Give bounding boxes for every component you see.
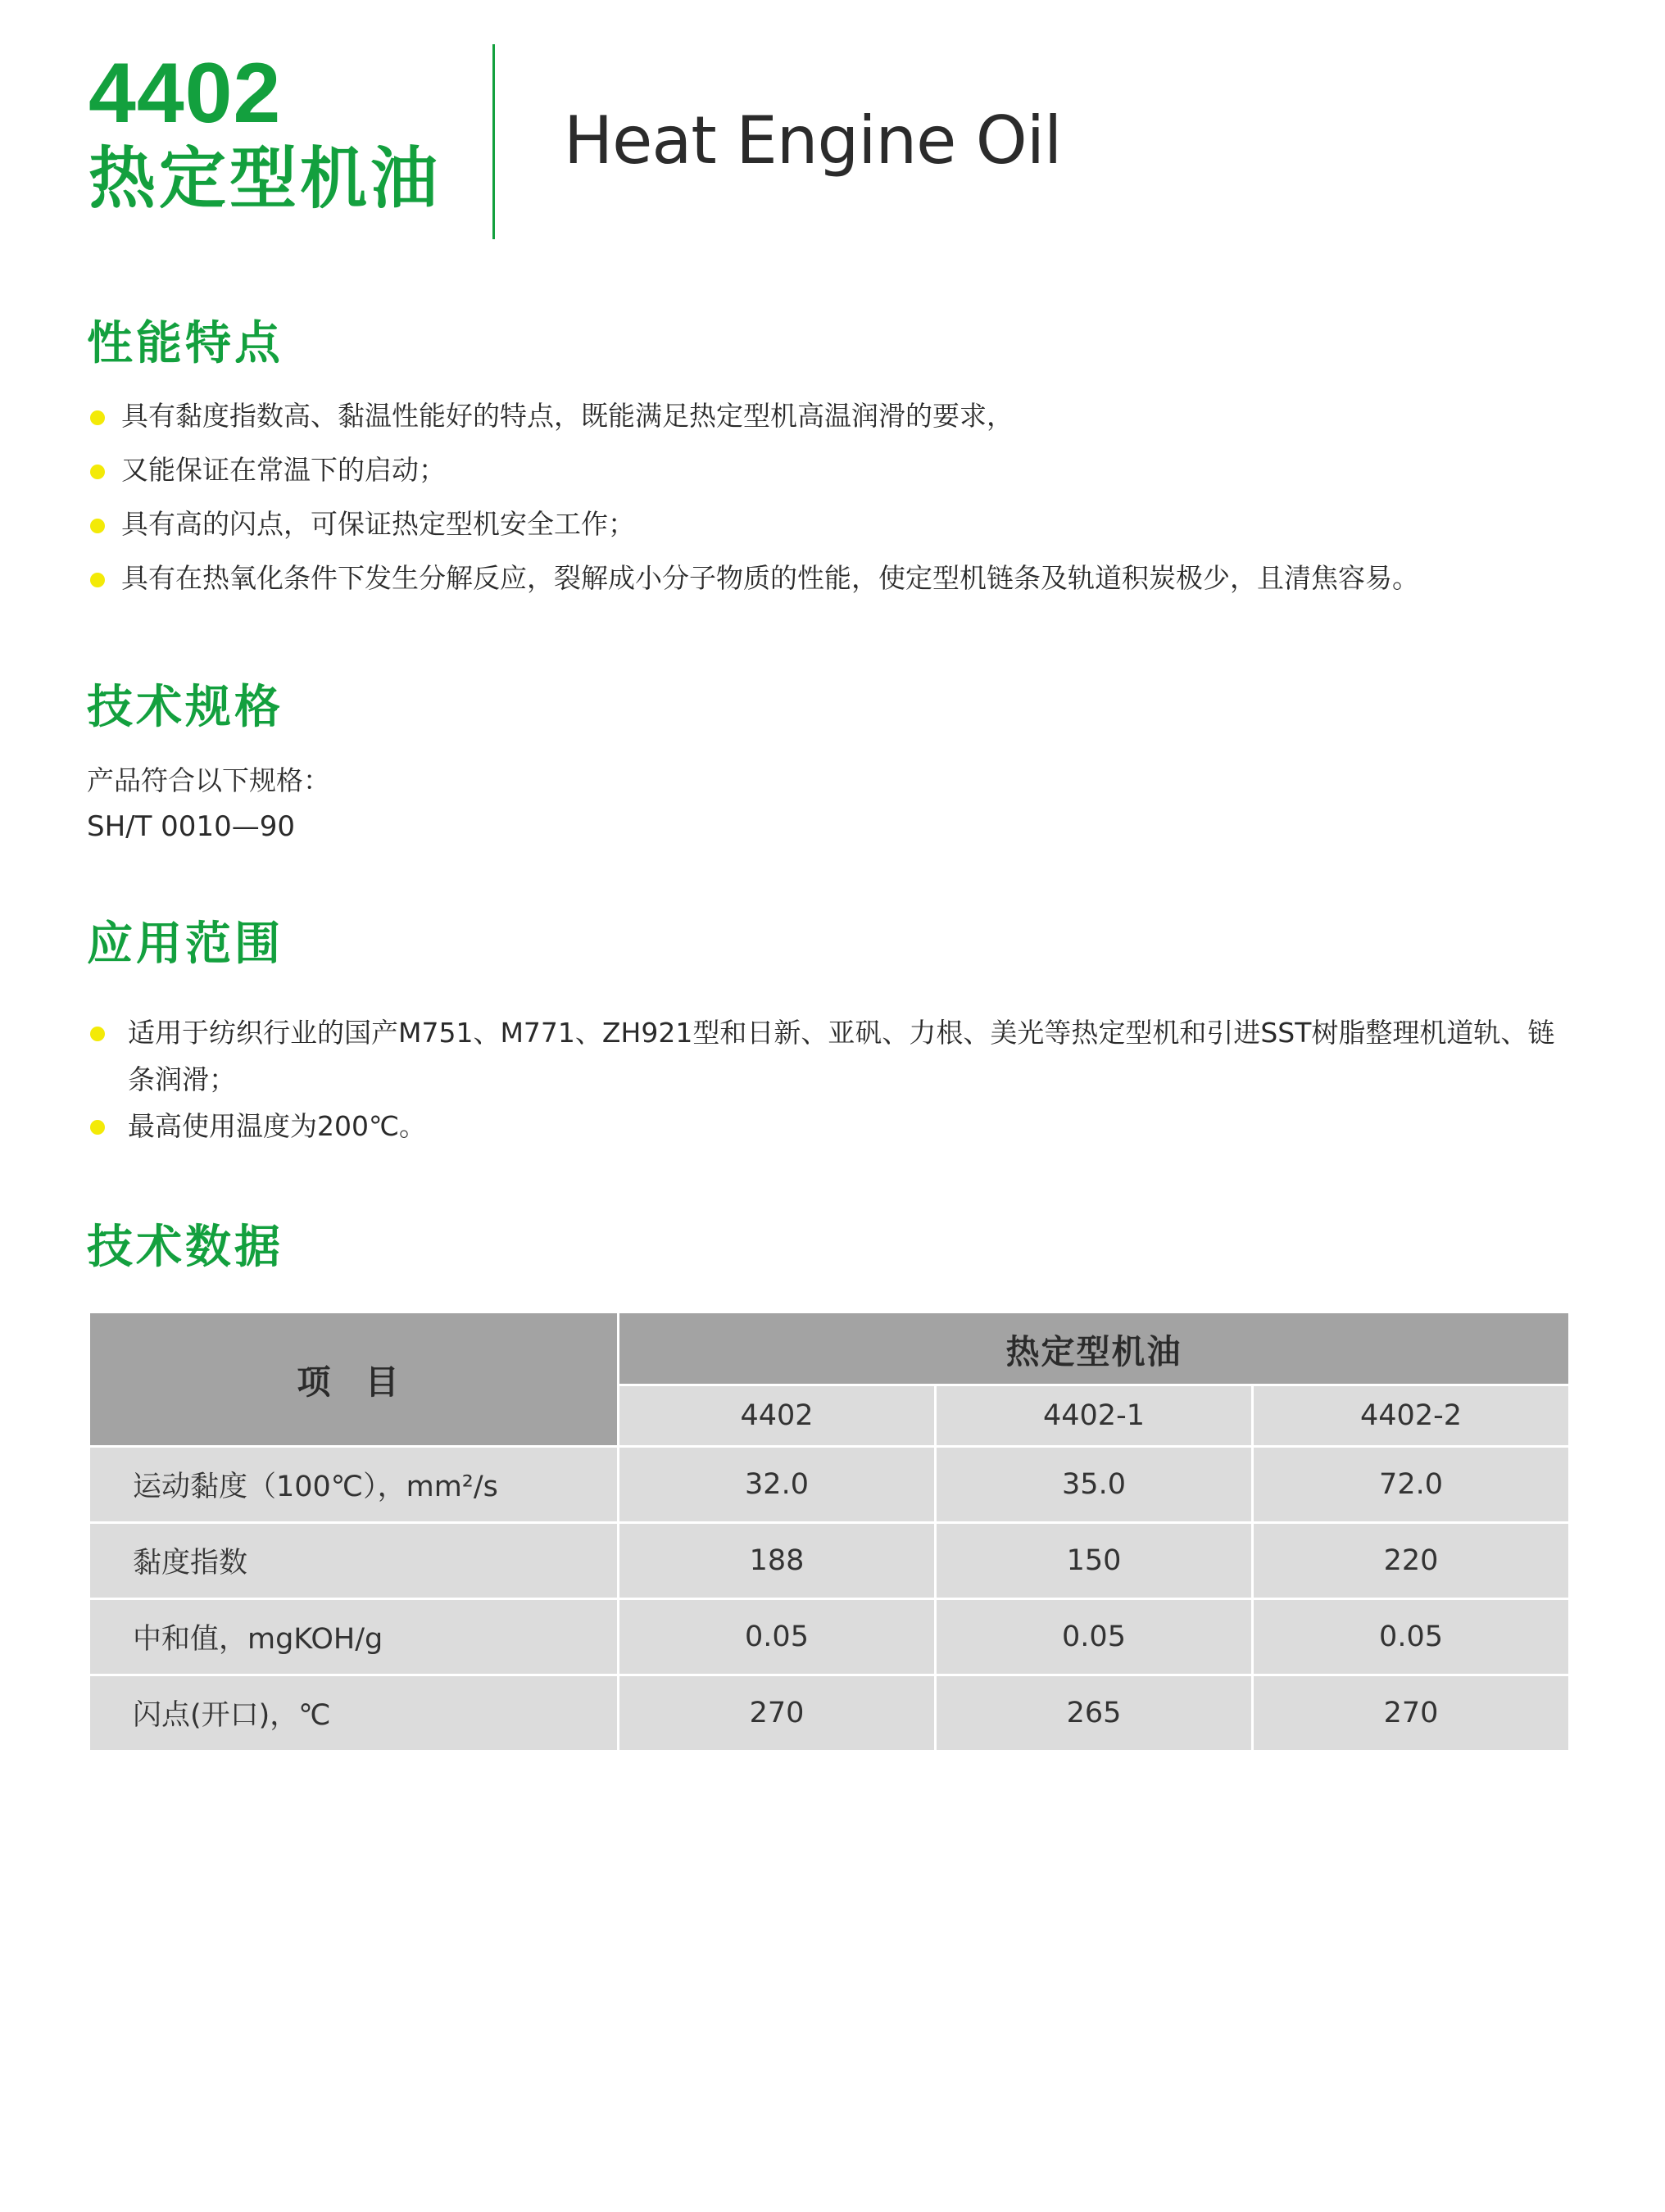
scope-list [87, 1009, 1578, 1149]
item-column-header: 项 目 [89, 1312, 619, 1447]
features-heading: 性能特点 [87, 317, 284, 370]
bullet-dot-icon [90, 465, 105, 479]
row-value: 150 [936, 1523, 1253, 1599]
specs-intro: 产品符合以下规格： [87, 764, 330, 796]
title-divider [492, 44, 495, 239]
row-label: 闪点(开口)，℃ [89, 1675, 619, 1752]
feature-text: 又能保证在常温下的启动； [121, 454, 446, 486]
table-row [89, 1599, 1570, 1675]
bullet-dot-icon [90, 519, 105, 533]
specs-heading: 技术规格 [87, 681, 284, 734]
specs-standard: SH/T 0010—90 [87, 810, 295, 843]
model-header: 4402-2 [1253, 1385, 1570, 1447]
table-row [89, 1675, 1570, 1752]
list-item [87, 1103, 1578, 1149]
row-value: 270 [619, 1675, 936, 1752]
model-header: 4402 [619, 1385, 936, 1447]
list-item [87, 1009, 1578, 1103]
bullet-dot-icon [90, 1120, 105, 1135]
tech-data-table [88, 1311, 1571, 1752]
row-value: 35.0 [936, 1447, 1253, 1523]
row-label: 黏度指数 [89, 1523, 619, 1599]
list-item [87, 389, 1419, 443]
row-label: 运动黏度（100℃），mm²/s [89, 1447, 619, 1523]
table-header-row [89, 1312, 1570, 1385]
features-list [87, 389, 1419, 605]
product-title-en: Heat Engine Oil [564, 102, 1062, 179]
bullet-dot-icon [90, 573, 105, 587]
group-column-header: 热定型机油 [619, 1312, 1570, 1385]
row-value: 220 [1253, 1523, 1570, 1599]
model-header: 4402-1 [936, 1385, 1253, 1447]
table-row [89, 1447, 1570, 1523]
tech-data-heading: 技术数据 [87, 1221, 284, 1274]
product-title-cn: 热定型机油 [88, 140, 442, 218]
product-code: 4402 [88, 46, 282, 141]
row-value: 32.0 [619, 1447, 936, 1523]
table-row [89, 1523, 1570, 1599]
row-value: 72.0 [1253, 1447, 1570, 1523]
feature-text: 具有在热氧化条件下发生分解反应，裂解成小分子物质的性能，使定型机链条及轨道积炭极少，且清焦容易。 [121, 562, 1419, 594]
row-value: 188 [619, 1523, 936, 1599]
bullet-dot-icon [90, 1027, 105, 1041]
row-value: 0.05 [936, 1599, 1253, 1675]
scope-text: 适用于纺织行业的国产M751、M771、ZH921型和日新、亚矾、力根、美光等热定型机和引进SST树脂整理机道轨、链条润滑； [128, 1017, 1555, 1095]
row-value: 265 [936, 1675, 1253, 1752]
row-value: 0.05 [1253, 1599, 1570, 1675]
list-item [87, 551, 1419, 605]
bullet-dot-icon [90, 410, 105, 425]
row-label: 中和值，mgKOH/g [89, 1599, 619, 1675]
scope-text: 最高使用温度为200℃。 [128, 1110, 427, 1142]
row-value: 0.05 [619, 1599, 936, 1675]
row-value: 270 [1253, 1675, 1570, 1752]
list-item [87, 443, 1419, 497]
list-item [87, 497, 1419, 551]
feature-text: 具有黏度指数高、黏温性能好的特点，既能满足热定型机高温润滑的要求， [121, 400, 1014, 432]
feature-text: 具有高的闪点，可保证热定型机安全工作； [121, 508, 635, 540]
scope-heading: 应用范围 [87, 918, 284, 971]
